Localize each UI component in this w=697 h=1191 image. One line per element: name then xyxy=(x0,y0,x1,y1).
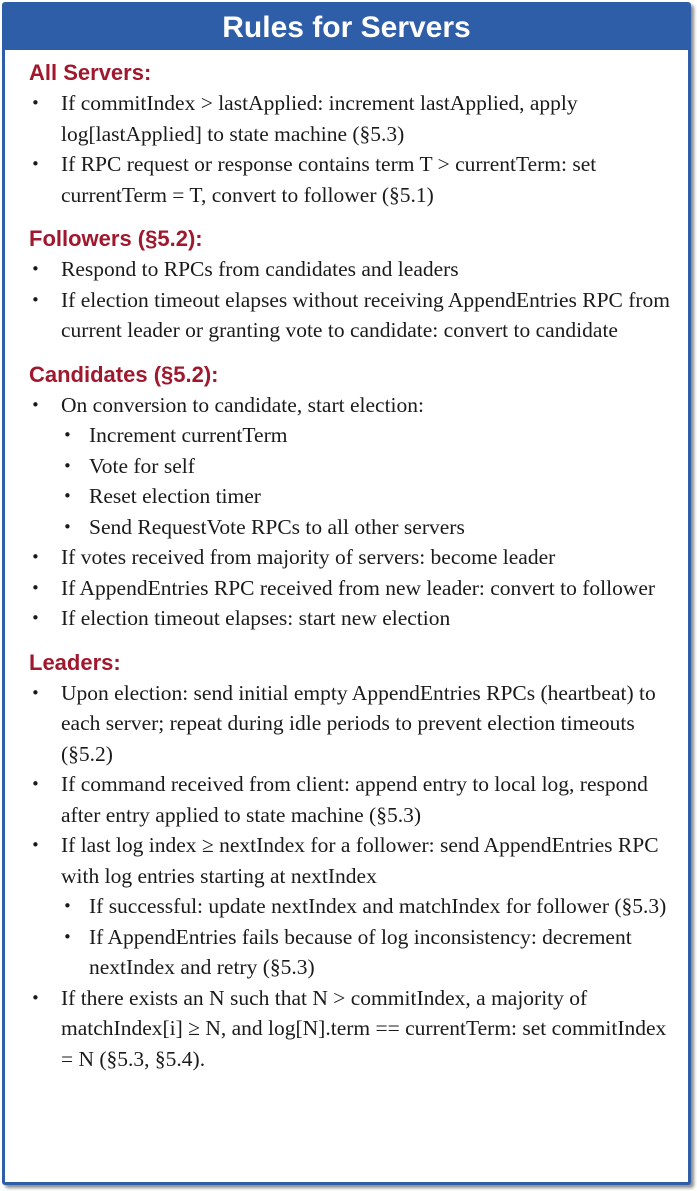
bullet-icon: • xyxy=(31,836,40,854)
rule-item xyxy=(29,603,674,634)
rule-text: If election timeout elapses: start new election xyxy=(61,606,451,630)
bullet-icon: • xyxy=(63,487,72,505)
rule-text: Upon election: send initial empty AppendEntries RPCs (heartbeat) to each server; repeat during idle periods to prevent election timeouts (§5.2) xyxy=(61,680,656,766)
rules-card xyxy=(2,2,691,1185)
bullet-icon: • xyxy=(31,395,40,414)
rule-item xyxy=(29,149,674,210)
rule-item xyxy=(29,285,674,346)
sub-rule-text: Increment currentTerm xyxy=(89,423,288,447)
rule-item xyxy=(29,542,674,573)
sub-rule-list xyxy=(61,420,674,542)
sub-rule-text: Vote for self xyxy=(89,453,195,478)
rule-item xyxy=(29,390,674,543)
sub-rule-item xyxy=(61,922,674,983)
sub-rule-text: If AppendEntries fails because of log inconsistency: decrement nextIndex and retry (§5.3) xyxy=(89,924,632,979)
rule-list xyxy=(29,254,674,346)
rule-text: If RPC request or response contains term T > currentTerm: set currentTerm = T, convert to follower (§5.1) xyxy=(61,152,597,207)
card-title: Rules for Servers xyxy=(5,5,688,50)
bullet-icon: • xyxy=(31,155,40,173)
bullet-icon: • xyxy=(31,548,40,566)
section-heading: Candidates (§5.2): xyxy=(29,361,219,387)
section-heading: Followers (§5.2): xyxy=(29,226,203,251)
bullet-icon: • xyxy=(63,456,72,475)
section-candidates-5-2 xyxy=(29,360,674,634)
sub-rule-text: Send RequestVote RPCs to all other servers xyxy=(89,514,465,539)
rule-item xyxy=(29,254,674,285)
rule-item xyxy=(29,769,674,830)
rule-list xyxy=(29,390,674,634)
rule-text: If election timeout elapses without receiving AppendEntries RPC from current leader or granting vote to candidate: convert to candidate xyxy=(61,287,671,342)
rule-text: If commitIndex > lastApplied: increment lastApplied, apply log[lastApplied] to state machine (§5.3) xyxy=(61,91,578,146)
rule-text: If there exists an N such that N > commitIndex, a majority of matchIndex[i] ≥ N, and log[N].term == currentTerm: set commitIndex = N (§5.3, §5.4). xyxy=(61,985,667,1071)
rule-text: On conversion to candidate, start election: xyxy=(61,392,424,417)
rule-text: If votes received from majority of servers: become leader xyxy=(61,545,556,569)
bullet-icon: • xyxy=(63,927,72,946)
rule-text: If AppendEntries RPC received from new leader: convert to follower xyxy=(61,575,656,600)
sub-rule-item xyxy=(61,420,674,451)
bullet-icon: • xyxy=(31,290,40,309)
bullet-icon: • xyxy=(63,426,72,444)
bullet-icon: • xyxy=(63,897,72,915)
sub-rule-list xyxy=(61,891,674,983)
rule-list xyxy=(29,678,674,1075)
bullet-icon: • xyxy=(31,988,40,1007)
rule-text: Respond to RPCs from candidates and leaders xyxy=(61,257,459,281)
bullet-icon: • xyxy=(31,683,40,702)
section-heading: All Servers: xyxy=(29,60,152,85)
bullet-icon: • xyxy=(31,775,40,793)
sub-rule-item xyxy=(61,891,674,922)
rule-text: If command received from client: append entry to local log, respond after entry applied to state machine (§5.3) xyxy=(61,772,648,827)
rule-item xyxy=(29,983,674,1075)
rule-item xyxy=(29,573,674,604)
sub-rule-text: Reset election timer xyxy=(89,484,261,508)
section-leaders xyxy=(29,648,674,1075)
rule-text: If last log index ≥ nextIndex for a follower: send AppendEntries RPC with log entries starting at nextIndex xyxy=(61,833,659,888)
rule-item xyxy=(29,678,674,770)
rule-item xyxy=(29,830,674,983)
section-all-servers xyxy=(29,58,674,210)
section-heading: Leaders: xyxy=(29,649,121,675)
sub-rule-item xyxy=(61,512,674,543)
sub-rule-item xyxy=(61,451,674,482)
rules-content xyxy=(5,50,688,1074)
sub-rule-text: If successful: update nextIndex and matchIndex for follower (§5.3) xyxy=(89,894,667,918)
rule-list xyxy=(29,88,674,210)
sub-rule-item xyxy=(61,481,674,512)
bullet-icon: • xyxy=(31,260,40,278)
bullet-icon: • xyxy=(31,94,40,112)
bullet-icon: • xyxy=(31,609,40,627)
bullet-icon: • xyxy=(63,517,72,536)
bullet-icon: • xyxy=(31,578,40,597)
rule-item xyxy=(29,88,674,149)
section-followers-5-2 xyxy=(29,224,674,346)
